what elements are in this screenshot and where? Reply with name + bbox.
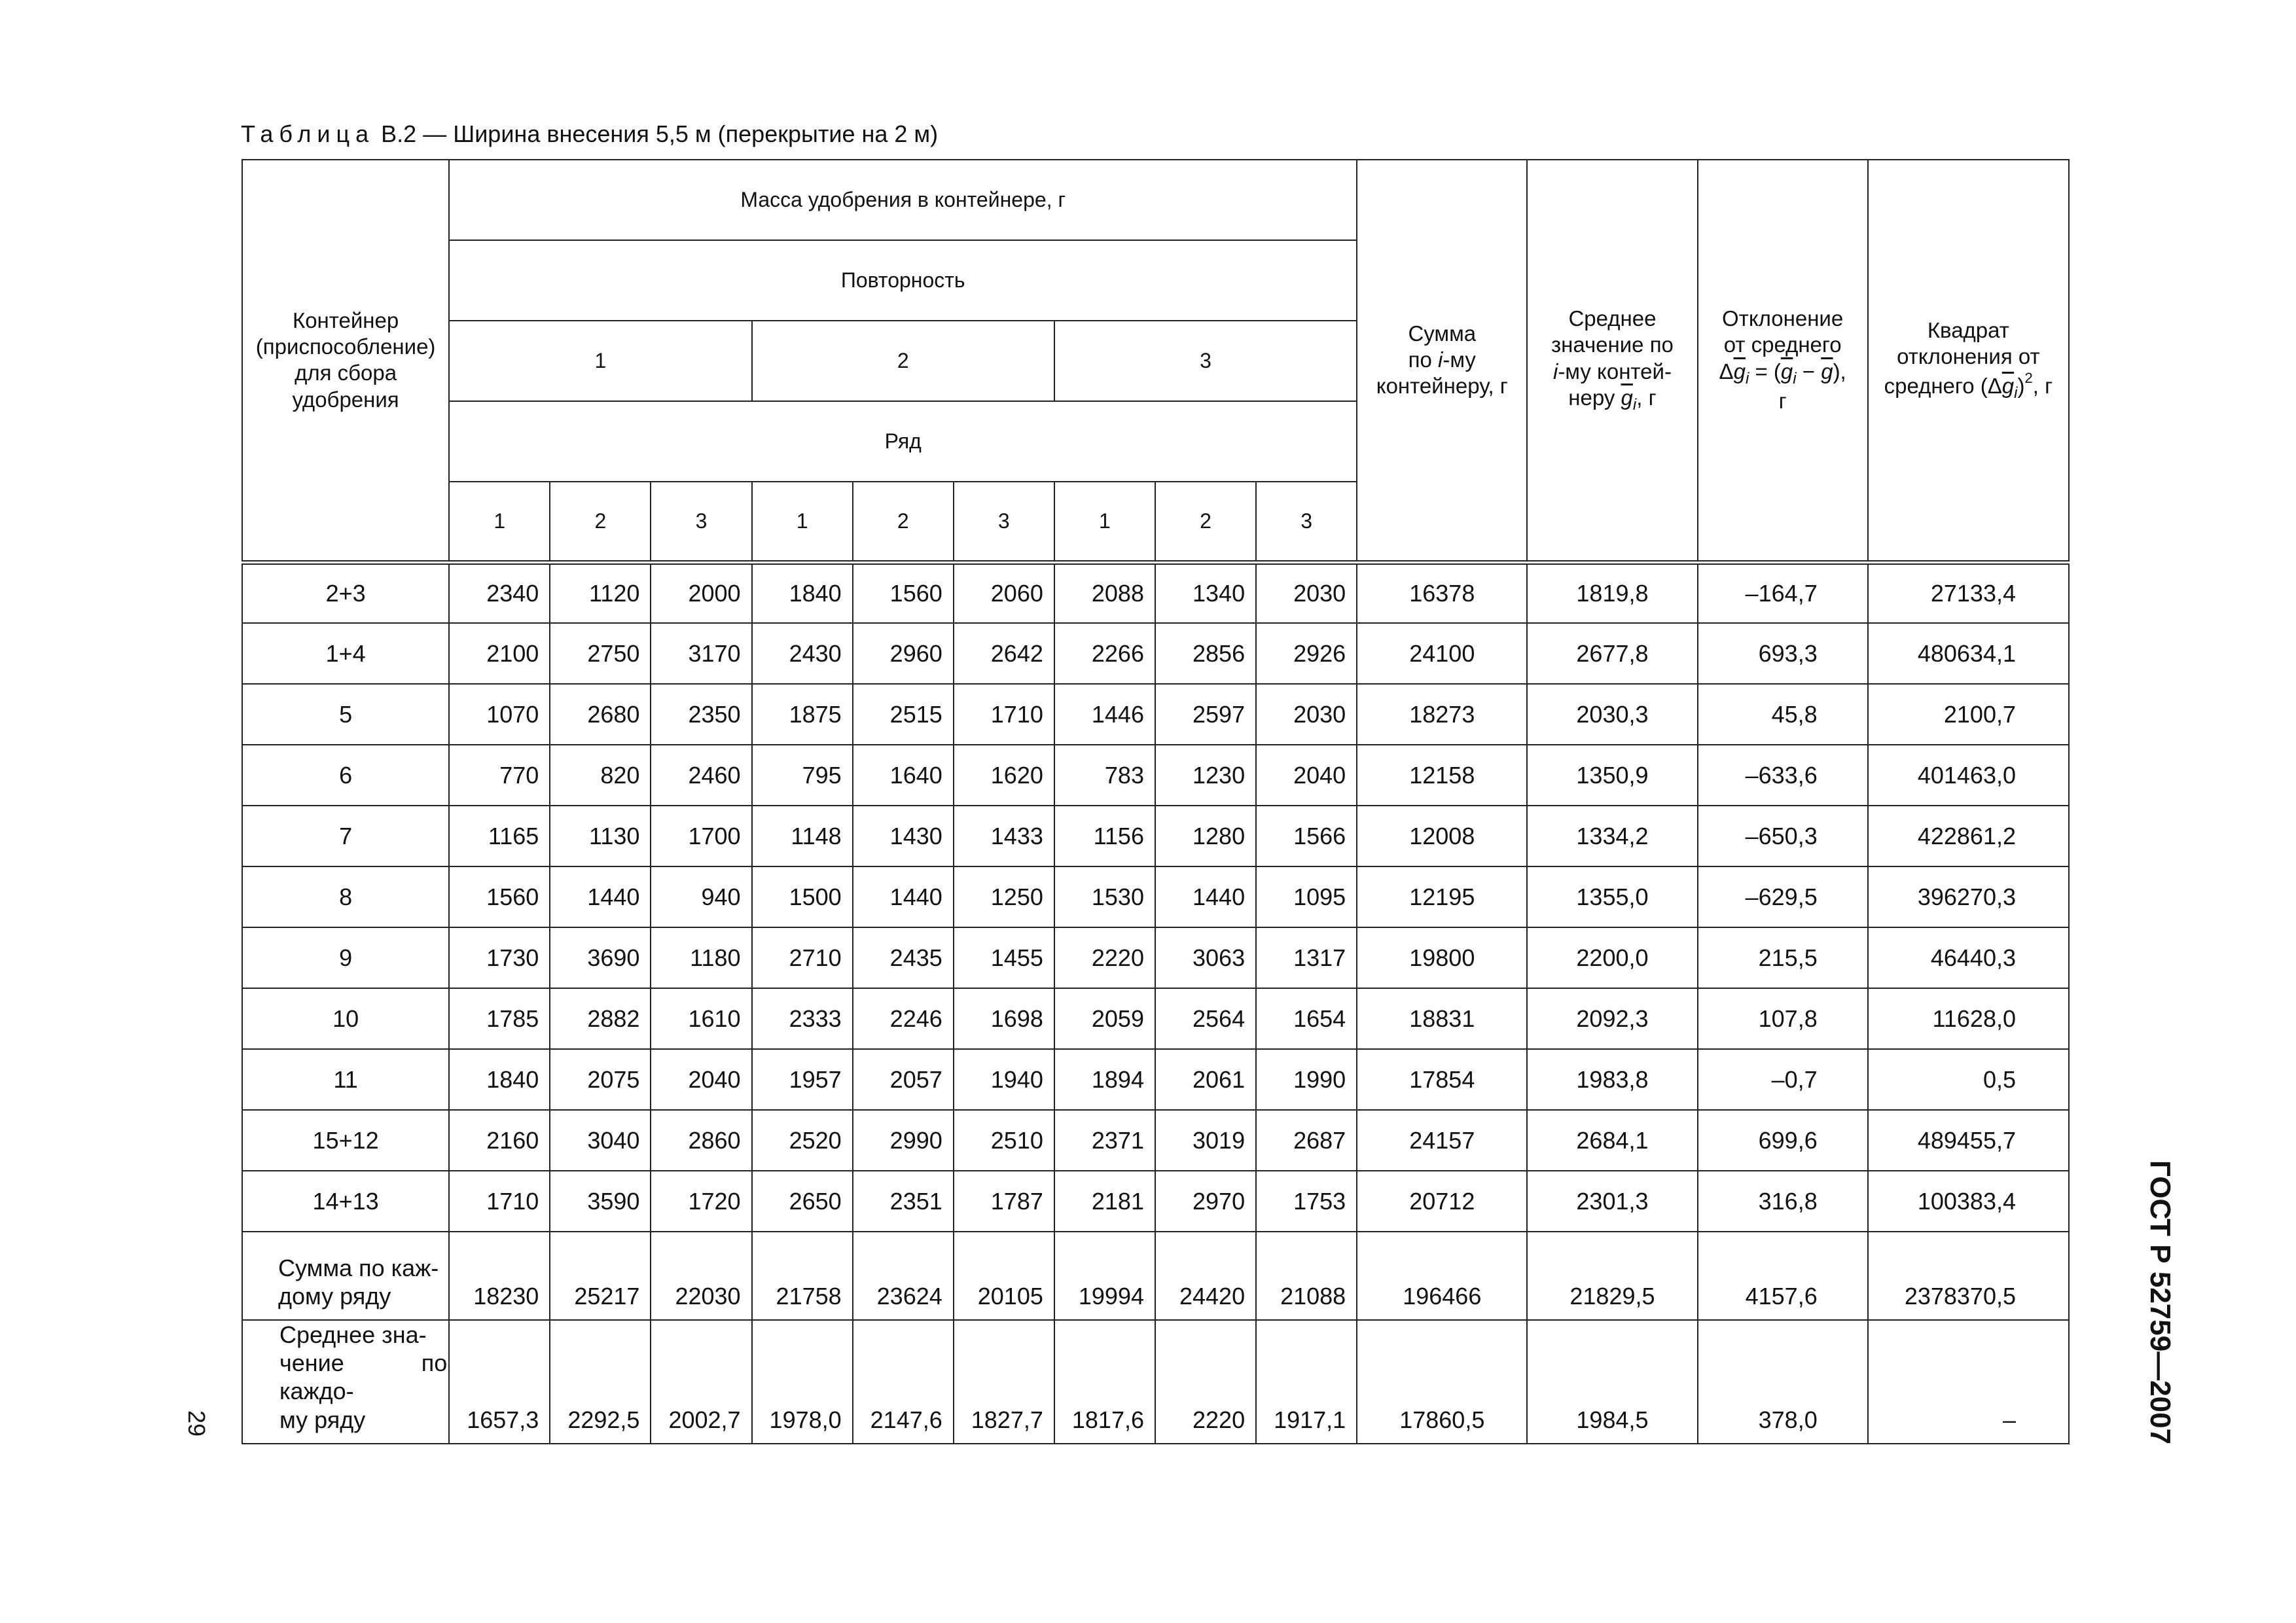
table-row	[242, 684, 2069, 745]
header-sum-d: контейнеру, г	[1376, 374, 1508, 399]
sum-cell: 19800	[1357, 927, 1527, 988]
header-mean-d: неру	[1568, 385, 1621, 410]
header-sq-close: )	[2017, 374, 2025, 399]
table-cell: 21758	[752, 1232, 853, 1320]
header-dev-a: Отклонение	[1722, 306, 1844, 331]
table-cell: 1230	[1155, 745, 1256, 806]
mean-cell: 1819,8	[1527, 562, 1697, 623]
header-row-num: 2	[550, 482, 651, 562]
averages-label-line: му ряду	[279, 1406, 366, 1433]
table-row	[242, 866, 2069, 927]
table-cell: 2060	[954, 562, 1054, 623]
table-cell: 770	[449, 745, 550, 806]
table-cell: 1250	[954, 866, 1054, 927]
table-cell: 2057	[853, 1049, 954, 1110]
sum-cell: 18831	[1357, 988, 1527, 1049]
table-row	[242, 562, 2069, 623]
header-sum-c: -му	[1443, 348, 1476, 372]
table-cell: 2002,7	[651, 1320, 751, 1444]
page-number-text: 29	[183, 1410, 210, 1437]
row-label: 15+12	[242, 1110, 449, 1171]
table-cell: 2030	[1256, 684, 1357, 745]
header-row-num: 2	[1155, 482, 1256, 562]
totals-label-line: дому ряду	[278, 1282, 391, 1310]
table-cell: 1640	[853, 745, 954, 806]
mean-cell: 2301,3	[1527, 1171, 1697, 1232]
square-cell: 0,5	[1868, 1049, 2069, 1110]
header-dev-g: $\overline{g}$	[1733, 359, 1746, 383]
mean-cell: 21829,5	[1527, 1232, 1697, 1320]
table-row	[242, 745, 2069, 806]
header-sq-g: $\overline{g}$	[2001, 374, 2015, 399]
table-cell: 1156	[1054, 806, 1155, 866]
table-cell: 2061	[1155, 1049, 1256, 1110]
header-dev-g2: $\overline{g}$	[1780, 359, 1793, 383]
table-cell: 2351	[853, 1171, 954, 1232]
header-row-num: 1	[449, 482, 550, 562]
header-sum-b: по	[1408, 348, 1439, 372]
table-row	[242, 988, 2069, 1049]
table-cell: 1317	[1256, 927, 1357, 988]
table-cell: 20105	[954, 1232, 1054, 1320]
table-cell: 1827,7	[954, 1320, 1054, 1444]
deviation-cell: 316,8	[1698, 1171, 1868, 1232]
table-cell: 3019	[1155, 1110, 1256, 1171]
table-cell: 1957	[752, 1049, 853, 1110]
mean-cell: 2677,8	[1527, 623, 1697, 684]
table-cell: 2680	[550, 684, 651, 745]
table-cell: 2147,6	[853, 1320, 954, 1444]
header-repetition-3: 3	[1054, 321, 1357, 401]
table-cell: 1455	[954, 927, 1054, 988]
table-cell: 2350	[651, 684, 751, 745]
table-cell: 1710	[449, 1171, 550, 1232]
header-sum-i: i	[1438, 348, 1443, 372]
header-dev-b: от среднего	[1723, 332, 1842, 357]
table-cell: 2181	[1054, 1171, 1155, 1232]
table-cell: 2040	[651, 1049, 751, 1110]
deviation-cell: –164,7	[1698, 562, 1868, 623]
header-mean-b: значение по	[1551, 332, 1674, 357]
averages-label-line: чение по каждо-	[279, 1349, 448, 1405]
table-cell: 1148	[752, 806, 853, 866]
mean-cell: 1983,8	[1527, 1049, 1697, 1110]
table-cell: 2088	[1054, 562, 1155, 623]
table-cell: 1894	[1054, 1049, 1155, 1110]
header-sq-a: Квадрат	[1927, 317, 2009, 342]
square-cell: 489455,7	[1868, 1110, 2069, 1171]
table-cell: 2430	[752, 623, 853, 684]
table-body	[242, 562, 2069, 1444]
table-cell: 2246	[853, 988, 954, 1049]
table-cell: 3590	[550, 1171, 651, 1232]
row-label: 5	[242, 684, 449, 745]
table-row	[242, 927, 2069, 988]
header-row-label: Ряд	[449, 401, 1357, 482]
header-dev-gi2: i	[1793, 369, 1797, 387]
header-sq-gi: i	[2014, 384, 2018, 402]
table-cell: 2266	[1054, 623, 1155, 684]
table-cell: 2960	[853, 623, 954, 684]
deviation-cell: 215,5	[1698, 927, 1868, 988]
mean-cell: 2684,1	[1527, 1110, 1697, 1171]
table-cell: 1620	[954, 745, 1054, 806]
totals-label	[242, 1232, 449, 1320]
header-deviation	[1698, 160, 1868, 562]
table-cell: 2520	[752, 1110, 853, 1171]
table-cell: 1440	[550, 866, 651, 927]
table-cell: 1440	[853, 866, 954, 927]
table-cell: 2000	[651, 562, 751, 623]
table-cell: 2510	[954, 1110, 1054, 1171]
table-cell: 1720	[651, 1171, 751, 1232]
row-label: 2+3	[242, 562, 449, 623]
table-cell: 1180	[651, 927, 751, 988]
header-repetition: Повторность	[449, 240, 1357, 321]
header-mean-e: , г	[1636, 385, 1657, 410]
deviation-cell: 378,0	[1698, 1320, 1868, 1444]
table-cell: 1753	[1256, 1171, 1357, 1232]
table-cell: 2371	[1054, 1110, 1155, 1171]
square-cell: 11628,0	[1868, 988, 2069, 1049]
table-cell: 940	[651, 866, 751, 927]
header-row-num: 3	[954, 482, 1054, 562]
table-cell: 1840	[752, 562, 853, 623]
table-cell: 1500	[752, 866, 853, 927]
mean-cell: 1984,5	[1527, 1320, 1697, 1444]
header-mean-i: i	[1552, 359, 1558, 383]
table-header	[242, 160, 2069, 562]
sum-cell: 17860,5	[1357, 1320, 1527, 1444]
table-cell: 1698	[954, 988, 1054, 1049]
table-cell: 2650	[752, 1171, 853, 1232]
table-cell: 1978,0	[752, 1320, 853, 1444]
header-dev-eq: = (	[1749, 359, 1781, 383]
header-row-num: 2	[853, 482, 954, 562]
header-dev-g3: $\overline{g}$	[1821, 359, 1833, 383]
table-cell: 2030	[1256, 562, 1357, 623]
totals-row	[242, 1232, 2069, 1320]
square-cell: –	[1868, 1320, 2069, 1444]
square-cell: 2378370,5	[1868, 1232, 2069, 1320]
deviation-cell: –650,3	[1698, 806, 1868, 866]
row-label: 9	[242, 927, 449, 988]
caption-text: В.2 — Ширина внесения 5,5 м (перекрытие на 2 м)	[374, 120, 939, 147]
table-cell: 2926	[1256, 623, 1357, 684]
header-row-num: 1	[752, 482, 853, 562]
table-cell: 2642	[954, 623, 1054, 684]
deviation-cell: 107,8	[1698, 988, 1868, 1049]
table-cell: 1560	[449, 866, 550, 927]
sum-cell: 16378	[1357, 562, 1527, 623]
table-cell: 1817,6	[1054, 1320, 1155, 1444]
table-cell: 1560	[853, 562, 954, 623]
square-cell: 401463,0	[1868, 745, 2069, 806]
square-cell: 422861,2	[1868, 806, 2069, 866]
table-cell: 2220	[1155, 1320, 1256, 1444]
header-row-num: 3	[1256, 482, 1357, 562]
table-cell: 2292,5	[550, 1320, 651, 1444]
table-cell: 1610	[651, 988, 751, 1049]
table-row	[242, 806, 2069, 866]
square-cell: 27133,4	[1868, 562, 2069, 623]
sum-cell: 24157	[1357, 1110, 1527, 1171]
mean-cell: 1334,2	[1527, 806, 1697, 866]
table-cell: 21088	[1256, 1232, 1357, 1320]
table-cell: 2100	[449, 623, 550, 684]
table-cell: 19994	[1054, 1232, 1155, 1320]
header-mean	[1527, 160, 1697, 562]
table-cell: 2220	[1054, 927, 1155, 988]
header-dev-close: ),	[1833, 359, 1846, 383]
mean-cell: 2200,0	[1527, 927, 1697, 988]
table-cell: 3170	[651, 623, 751, 684]
deviation-cell: –0,7	[1698, 1049, 1868, 1110]
table-cell: 1130	[550, 806, 651, 866]
data-table	[242, 159, 2070, 1444]
table-caption	[241, 120, 938, 148]
averages-label-line: Среднее зна-	[279, 1321, 427, 1348]
row-label: 7	[242, 806, 449, 866]
table-cell: 1440	[1155, 866, 1256, 927]
table-cell: 2856	[1155, 623, 1256, 684]
table-cell: 2990	[853, 1110, 954, 1171]
header-sq-unit: , г	[2032, 374, 2053, 399]
table-cell: 2435	[853, 927, 954, 988]
table-cell: 2333	[752, 988, 853, 1049]
table-cell: 2687	[1256, 1110, 1357, 1171]
sum-cell: 12158	[1357, 745, 1527, 806]
table-cell: 2040	[1256, 745, 1357, 806]
header-mean-g: $\overline{g}$	[1621, 385, 1633, 410]
table-cell: 795	[752, 745, 853, 806]
header-row-num: 3	[651, 482, 751, 562]
table-cell: 2750	[550, 623, 651, 684]
table-cell: 1840	[449, 1049, 550, 1110]
table-cell: 1095	[1256, 866, 1357, 927]
table-cell: 1917,1	[1256, 1320, 1357, 1444]
square-cell: 2100,7	[1868, 684, 2069, 745]
table-cell: 2340	[449, 562, 550, 623]
mean-cell: 2030,3	[1527, 684, 1697, 745]
table-cell: 2882	[550, 988, 651, 1049]
header-sq-b: отклонения от	[1897, 344, 2040, 369]
header-dev-gi: i	[1745, 369, 1749, 387]
table-row	[242, 1110, 2069, 1171]
row-label: 14+13	[242, 1171, 449, 1232]
table-cell: 1710	[954, 684, 1054, 745]
header-container	[242, 160, 449, 562]
header-sq-c: среднего (Δ	[1884, 374, 2002, 399]
table-cell: 23624	[853, 1232, 954, 1320]
square-cell: 46440,3	[1868, 927, 2069, 988]
table-row	[242, 1171, 2069, 1232]
sum-cell: 17854	[1357, 1049, 1527, 1110]
mean-cell: 1355,0	[1527, 866, 1697, 927]
table-cell: 1875	[752, 684, 853, 745]
table-cell: 1430	[853, 806, 954, 866]
table-cell: 2860	[651, 1110, 751, 1171]
sum-cell: 12195	[1357, 866, 1527, 927]
standard-number	[2140, 1160, 2179, 1445]
header-row-num: 1	[1054, 482, 1155, 562]
row-label: 11	[242, 1049, 449, 1110]
table-cell: 1165	[449, 806, 550, 866]
caption-prefix: Таблица	[241, 120, 375, 147]
sum-cell: 12008	[1357, 806, 1527, 866]
table-cell: 2075	[550, 1049, 651, 1110]
mean-cell: 1350,9	[1527, 745, 1697, 806]
table-cell: 1657,3	[449, 1320, 550, 1444]
page-number	[183, 1400, 209, 1446]
table-cell: 1280	[1155, 806, 1256, 866]
table-cell: 2970	[1155, 1171, 1256, 1232]
deviation-cell: 693,3	[1698, 623, 1868, 684]
header-repetition-1: 1	[449, 321, 751, 401]
table-cell: 25217	[550, 1232, 651, 1320]
row-label: 8	[242, 866, 449, 927]
header-mean-c: -му контей-	[1558, 359, 1672, 383]
table-cell: 2710	[752, 927, 853, 988]
deviation-cell: –633,6	[1698, 745, 1868, 806]
row-label: 6	[242, 745, 449, 806]
header-dev-minus: −	[1796, 359, 1821, 383]
header-sq-sup: 2	[2024, 370, 2033, 387]
header-square	[1868, 160, 2069, 562]
header-container-text: Контейнер (приспособление) для сбора удобрения	[255, 308, 436, 412]
square-cell: 480634,1	[1868, 623, 2069, 684]
table-cell: 1433	[954, 806, 1054, 866]
table-cell: 2160	[449, 1110, 550, 1171]
table-cell: 1730	[449, 927, 550, 988]
table-cell: 1785	[449, 988, 550, 1049]
table-cell: 3063	[1155, 927, 1256, 988]
averages-row	[242, 1320, 2069, 1444]
row-label: 10	[242, 988, 449, 1049]
row-label: 1+4	[242, 623, 449, 684]
table-cell: 18230	[449, 1232, 550, 1320]
table-cell: 2597	[1155, 684, 1256, 745]
table-row	[242, 1049, 2069, 1110]
sum-cell: 196466	[1357, 1232, 1527, 1320]
deviation-cell: 45,8	[1698, 684, 1868, 745]
totals-label-line: Сумма по каж-	[278, 1254, 439, 1281]
deviation-cell: –629,5	[1698, 866, 1868, 927]
header-sum	[1357, 160, 1527, 562]
table-cell: 2515	[853, 684, 954, 745]
header-dev-unit: г	[1778, 389, 1787, 413]
table-cell: 1654	[1256, 988, 1357, 1049]
table-cell: 1787	[954, 1171, 1054, 1232]
table-cell: 820	[550, 745, 651, 806]
table-cell: 1700	[651, 806, 751, 866]
header-sum-a: Сумма	[1408, 321, 1477, 346]
table-cell: 2460	[651, 745, 751, 806]
header-dev-delta: Δ	[1719, 359, 1734, 383]
table-cell: 1070	[449, 684, 550, 745]
header-repetition-2: 2	[752, 321, 1054, 401]
sum-cell: 24100	[1357, 623, 1527, 684]
table-cell: 1446	[1054, 684, 1155, 745]
square-cell: 396270,3	[1868, 866, 2069, 927]
deviation-cell: 699,6	[1698, 1110, 1868, 1171]
table-cell: 1940	[954, 1049, 1054, 1110]
table-cell: 22030	[651, 1232, 751, 1320]
table-cell: 1530	[1054, 866, 1155, 927]
mean-cell: 2092,3	[1527, 988, 1697, 1049]
table-cell: 3690	[550, 927, 651, 988]
table-cell: 2564	[1155, 988, 1256, 1049]
square-cell: 100383,4	[1868, 1171, 2069, 1232]
sum-cell: 20712	[1357, 1171, 1527, 1232]
standard-number-text: ГОСТ Р 52759—2007	[2144, 1160, 2176, 1445]
table-cell: 3040	[550, 1110, 651, 1171]
table-cell: 2059	[1054, 988, 1155, 1049]
table-cell: 1120	[550, 562, 651, 623]
deviation-cell: 4157,6	[1698, 1232, 1868, 1320]
table-cell: 783	[1054, 745, 1155, 806]
table-cell: 1340	[1155, 562, 1256, 623]
sum-cell: 18273	[1357, 684, 1527, 745]
table-cell: 1566	[1256, 806, 1357, 866]
table-cell: 24420	[1155, 1232, 1256, 1320]
header-mean-gi: i	[1632, 395, 1637, 414]
table-row	[242, 623, 2069, 684]
header-mean-a: Среднее	[1568, 306, 1657, 331]
header-mass: Масса удобрения в контейнере, г	[449, 160, 1357, 240]
averages-label	[242, 1320, 449, 1444]
table-cell: 1990	[1256, 1049, 1357, 1110]
